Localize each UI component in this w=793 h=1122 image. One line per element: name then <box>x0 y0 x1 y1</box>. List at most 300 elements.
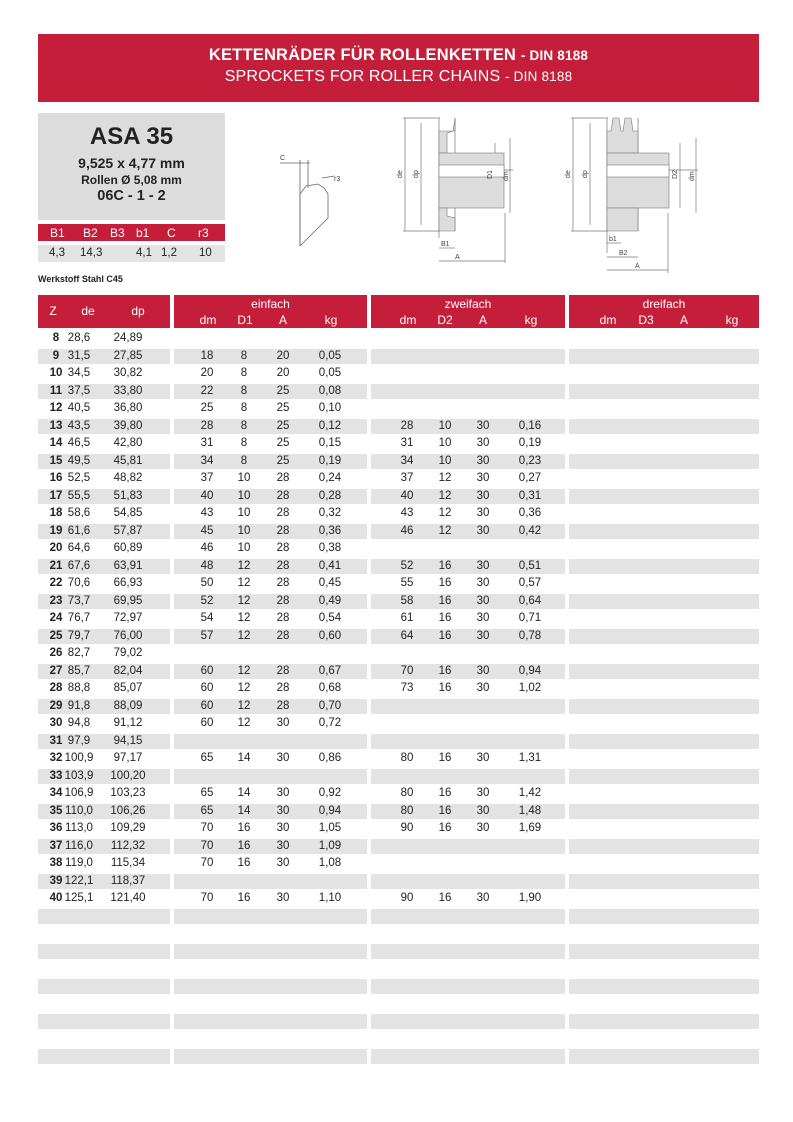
cell-zweifach: 30 <box>476 524 490 537</box>
cell-einfach: 12 <box>237 629 251 642</box>
cell-zweifach: 73 <box>400 682 414 694</box>
cell-dp: 66,93 <box>113 577 143 589</box>
cell-zweifach: 80 <box>400 752 414 764</box>
cell-einfach: 25 <box>276 437 290 449</box>
cell-einfach: 0,70 <box>318 699 342 712</box>
cell-einfach: 12 <box>237 717 251 729</box>
cell-zweifach: 0,27 <box>518 472 542 484</box>
table-header-zweifach <box>371 295 565 328</box>
cell-einfach: 46 <box>200 542 214 554</box>
table-row-band <box>569 909 759 925</box>
cell-einfach: 28 <box>276 507 290 519</box>
cell-zweifach: 30 <box>476 892 490 904</box>
cell-de: 76,7 <box>67 612 91 624</box>
col-header-zweifach-kg: kg <box>524 313 538 327</box>
table-row-band <box>371 979 565 995</box>
cell-einfach: 10 <box>237 524 251 537</box>
table-row-band <box>569 1014 759 1030</box>
param-label-c: C <box>167 226 176 240</box>
cell-de: 91,8 <box>67 699 91 712</box>
cell-einfach: 54 <box>200 612 214 624</box>
cell-einfach: 12 <box>237 699 251 712</box>
cell-einfach: 37 <box>200 472 214 484</box>
cell-dp: 85,07 <box>113 682 143 694</box>
table-row-band <box>371 874 565 890</box>
table-row-band <box>174 909 367 925</box>
group-title-zweifach: zweifach <box>444 297 492 311</box>
cell-zweifach: 43 <box>400 507 414 519</box>
cell-z: 13 <box>49 419 63 432</box>
cell-zweifach: 55 <box>400 577 414 589</box>
cell-z: 40 <box>49 892 63 904</box>
cell-einfach: 28 <box>276 559 290 572</box>
cell-einfach: 20 <box>200 367 214 379</box>
cell-einfach: 0,86 <box>318 752 342 764</box>
cell-zweifach: 80 <box>400 804 414 817</box>
cell-zweifach: 90 <box>400 892 414 904</box>
cell-einfach: 60 <box>200 717 214 729</box>
cell-z: 19 <box>49 524 63 537</box>
chain-name: ASA 35 <box>89 123 174 150</box>
cell-zweifach: 16 <box>438 822 452 834</box>
cell-einfach: 16 <box>237 822 251 834</box>
cell-de: 55,5 <box>67 489 91 502</box>
cell-einfach: 50 <box>200 577 214 589</box>
cell-zweifach: 30 <box>476 437 490 449</box>
col-header-dreifach-dm: dm <box>599 313 617 327</box>
title-english-norm: - DIN 8188 <box>505 69 573 84</box>
cell-einfach: 14 <box>237 787 251 799</box>
cell-einfach: 30 <box>276 822 290 834</box>
cell-dp: 69,95 <box>113 594 143 607</box>
triplex-label-d2: D2 <box>672 170 679 179</box>
cell-zweifach: 16 <box>438 612 452 624</box>
cell-z: 28 <box>49 682 63 694</box>
triplex-label-b1: b1 <box>609 236 617 243</box>
param-label-b1: B1 <box>50 226 65 240</box>
cell-z: 15 <box>49 454 63 467</box>
cell-zweifach: 34 <box>400 454 414 467</box>
table-row-band <box>569 1049 759 1065</box>
cell-einfach: 28 <box>276 699 290 712</box>
cell-einfach: 8 <box>240 367 248 379</box>
cell-zweifach: 31 <box>400 437 414 449</box>
cell-einfach: 16 <box>237 857 251 869</box>
duplex-label-dp: dp <box>413 170 420 178</box>
table-row-band <box>174 874 367 890</box>
cell-einfach: 12 <box>237 559 251 572</box>
cell-einfach: 48 <box>200 559 214 572</box>
col-header-einfach-d1: D1 <box>237 313 253 327</box>
cell-de: 52,5 <box>67 472 91 484</box>
param-value-b1: 4,3 <box>49 247 65 259</box>
table-row-band <box>174 1049 367 1065</box>
cell-z: 33 <box>49 769 63 782</box>
cell-z: 29 <box>49 699 63 712</box>
param-label-b1-small: b1 <box>136 226 150 240</box>
col-header-dp: dp <box>131 304 145 318</box>
cell-einfach: 10 <box>237 472 251 484</box>
cell-einfach: 25 <box>276 419 290 432</box>
col-header-zweifach-dm: dm <box>399 313 417 327</box>
param-value-c: 1,2 <box>161 247 177 259</box>
cell-z: 24 <box>49 612 63 624</box>
cell-zweifach: 37 <box>400 472 414 484</box>
cell-dp: 39,80 <box>113 419 143 432</box>
cell-z: 9 <box>52 349 60 362</box>
title-english-text: SPROCKETS FOR ROLLER CHAINS <box>224 68 501 85</box>
cell-zweifach: 12 <box>438 489 452 502</box>
table-row-band <box>569 769 759 785</box>
cell-zweifach: 16 <box>438 892 452 904</box>
cell-einfach: 30 <box>276 892 290 904</box>
cell-zweifach: 64 <box>400 629 414 642</box>
cell-zweifach: 12 <box>438 507 452 519</box>
table-row-band <box>569 839 759 855</box>
cell-einfach: 10 <box>237 507 251 519</box>
cell-dp: 106,26 <box>110 804 146 817</box>
cell-einfach: 28 <box>276 472 290 484</box>
cell-einfach: 65 <box>200 804 214 817</box>
cell-de: 116,0 <box>65 839 93 852</box>
cell-de: 106,9 <box>64 787 94 799</box>
duplex-label-b1: B1 <box>441 241 450 248</box>
cell-einfach: 16 <box>237 839 251 852</box>
cell-einfach: 28 <box>276 682 290 694</box>
cell-einfach: 0,92 <box>318 787 342 799</box>
triplex-sprocket-diagram <box>563 113 713 278</box>
duplex-label-d1: D1 <box>487 170 494 179</box>
cell-einfach: 16 <box>237 892 251 904</box>
cell-einfach: 1,09 <box>318 839 342 852</box>
table-row-band <box>569 489 759 505</box>
col-header-einfach-dm: dm <box>199 313 217 327</box>
cell-de: 46,5 <box>67 437 91 449</box>
cell-einfach: 70 <box>200 839 214 852</box>
cell-zweifach: 16 <box>438 594 452 607</box>
cell-einfach: 10 <box>237 489 251 502</box>
cell-zweifach: 1,02 <box>518 682 542 694</box>
title-english <box>38 68 759 86</box>
cell-zweifach: 1,69 <box>518 822 542 834</box>
cell-dp: 45,81 <box>113 454 143 467</box>
cell-dp: 72,97 <box>113 612 143 624</box>
cell-einfach: 1,05 <box>318 822 342 834</box>
cell-einfach: 28 <box>276 577 290 589</box>
cell-zweifach: 1,42 <box>518 787 542 799</box>
cell-einfach: 0,15 <box>318 437 342 449</box>
cell-einfach: 20 <box>276 367 290 379</box>
triplex-label-b2: B2 <box>619 250 628 257</box>
table-header-dreifach <box>569 295 759 328</box>
cell-de: 40,5 <box>67 402 91 414</box>
cell-einfach: 25 <box>200 402 214 414</box>
cell-einfach: 57 <box>200 629 214 642</box>
col-header-zweifach-a: A <box>478 313 487 327</box>
cell-zweifach: 30 <box>476 577 490 589</box>
cell-dp: 76,00 <box>113 629 143 642</box>
cell-de: 49,5 <box>67 454 91 467</box>
cell-z: 27 <box>49 664 63 677</box>
cell-de: 103,9 <box>64 769 94 782</box>
cell-zweifach: 30 <box>476 822 490 834</box>
cell-dp: 94,15 <box>113 734 143 747</box>
chain-roller: Rollen Ø 5,08 mm <box>81 173 182 187</box>
triplex-label-dp: dp <box>582 170 589 178</box>
table-header-basic <box>38 295 170 328</box>
profile-label-r3: r3 <box>334 176 341 183</box>
param-values <box>38 245 225 262</box>
cell-z: 26 <box>49 647 63 659</box>
table-row-band <box>38 1049 170 1065</box>
cell-einfach: 0,19 <box>318 454 342 467</box>
cell-einfach: 14 <box>237 804 251 817</box>
cell-zweifach: 0,51 <box>518 559 542 572</box>
cell-de: 119,0 <box>65 857 93 869</box>
cell-dp: 88,09 <box>113 699 143 712</box>
table-row-band <box>569 734 759 750</box>
cell-einfach: 70 <box>200 822 214 834</box>
col-header-zweifach-d2: D2 <box>437 313 453 327</box>
cell-zweifach: 40 <box>400 489 414 502</box>
table-row-band <box>371 769 565 785</box>
table-row-band <box>371 384 565 400</box>
cell-zweifach: 0,94 <box>518 664 542 677</box>
cell-dp: 121,40 <box>110 892 146 904</box>
cell-z: 18 <box>49 507 63 519</box>
cell-de: 34,5 <box>67 367 91 379</box>
table-row-band <box>569 524 759 540</box>
cell-zweifach: 28 <box>400 419 414 432</box>
tooth-profile-diagram <box>270 148 350 248</box>
cell-z: 25 <box>49 629 63 642</box>
triplex-label-dm: dm <box>689 171 696 181</box>
cell-zweifach: 46 <box>400 524 414 537</box>
param-value-b1-small: 4,1 <box>136 247 152 259</box>
cell-einfach: 0,54 <box>318 612 342 624</box>
chain-dimensions: 9,525 x 4,77 mm <box>78 155 185 171</box>
cell-einfach: 30 <box>276 752 290 764</box>
table-row-band <box>569 384 759 400</box>
cell-z: 31 <box>49 734 63 747</box>
cell-dp: 63,91 <box>113 559 143 572</box>
cell-einfach: 25 <box>276 454 290 467</box>
material-note: Werkstoff Stahl C45 <box>38 274 123 284</box>
table-row-band <box>569 349 759 365</box>
cell-dp: 51,83 <box>113 489 143 502</box>
table-row-band <box>371 349 565 365</box>
cell-einfach: 70 <box>200 892 214 904</box>
cell-einfach: 0,05 <box>318 367 342 379</box>
cell-einfach: 12 <box>237 664 251 677</box>
col-header-einfach-kg: kg <box>324 313 338 327</box>
cell-einfach: 65 <box>200 752 214 764</box>
cell-de: 113,0 <box>65 822 93 834</box>
cell-de: 85,7 <box>67 664 91 677</box>
cell-einfach: 28 <box>276 629 290 642</box>
table-row-band <box>38 979 170 995</box>
table-row-band <box>371 909 565 925</box>
cell-zweifach: 30 <box>476 489 490 502</box>
cell-einfach: 28 <box>276 594 290 607</box>
duplex-label-a: A <box>455 254 460 261</box>
cell-einfach: 0,45 <box>318 577 342 589</box>
cell-z: 10 <box>49 367 63 379</box>
cell-einfach: 0,36 <box>318 524 342 537</box>
cell-einfach: 8 <box>240 419 248 432</box>
cell-einfach: 45 <box>200 524 214 537</box>
cell-z: 21 <box>49 559 63 572</box>
cell-einfach: 8 <box>240 349 248 362</box>
cell-dp: 24,89 <box>113 332 143 344</box>
col-header-de: de <box>81 304 95 318</box>
cell-einfach: 1,10 <box>318 892 342 904</box>
table-row-band <box>371 734 565 750</box>
param-header <box>38 224 225 241</box>
table-row-band <box>371 1049 565 1065</box>
cell-z: 34 <box>49 787 63 799</box>
cell-einfach: 0,67 <box>318 664 342 677</box>
cell-einfach: 43 <box>200 507 214 519</box>
profile-label-c: C <box>280 155 286 162</box>
cell-zweifach: 30 <box>476 559 490 572</box>
cell-einfach: 12 <box>237 577 251 589</box>
cell-zweifach: 16 <box>438 787 452 799</box>
cell-dp: 57,87 <box>113 524 143 537</box>
cell-einfach: 52 <box>200 594 214 607</box>
cell-einfach: 34 <box>200 454 214 467</box>
cell-de: 100,9 <box>64 752 94 764</box>
cell-zweifach: 30 <box>476 804 490 817</box>
title-german <box>38 46 759 65</box>
cell-zweifach: 58 <box>400 594 414 607</box>
cell-einfach: 60 <box>200 682 214 694</box>
table-row-band <box>38 909 170 925</box>
cell-einfach: 30 <box>276 804 290 817</box>
cell-zweifach: 0,78 <box>518 629 542 642</box>
cell-einfach: 8 <box>240 402 248 414</box>
cell-einfach: 0,72 <box>318 717 342 729</box>
table-row-band <box>569 874 759 890</box>
cell-zweifach: 0,31 <box>518 489 542 502</box>
cell-de: 31,5 <box>67 349 91 362</box>
cell-einfach: 60 <box>200 699 214 712</box>
cell-einfach: 0,38 <box>318 542 342 554</box>
cell-einfach: 28 <box>276 664 290 677</box>
cell-dp: 54,85 <box>113 507 143 519</box>
cell-zweifach: 52 <box>400 559 414 572</box>
cell-einfach: 0,60 <box>318 629 342 642</box>
duplex-label-de: de <box>397 170 404 178</box>
cell-zweifach: 30 <box>476 419 490 432</box>
cell-zweifach: 30 <box>476 594 490 607</box>
cell-einfach: 30 <box>276 717 290 729</box>
cell-zweifach: 16 <box>438 559 452 572</box>
duplex-sprocket-diagram <box>395 113 530 268</box>
cell-einfach: 8 <box>240 454 248 467</box>
cell-einfach: 28 <box>200 419 214 432</box>
cell-z: 20 <box>49 542 63 554</box>
cell-einfach: 30 <box>276 839 290 852</box>
cell-zweifach: 30 <box>476 752 490 764</box>
cell-dp: 100,20 <box>110 769 146 782</box>
cell-einfach: 25 <box>276 402 290 414</box>
cell-zweifach: 0,19 <box>518 437 542 449</box>
cell-de: 97,9 <box>67 734 91 747</box>
cell-dp: 48,82 <box>113 472 143 484</box>
table-row-band <box>569 454 759 470</box>
cell-de: 43,5 <box>67 419 91 432</box>
cell-zweifach: 16 <box>438 752 452 764</box>
table-row-band <box>569 699 759 715</box>
cell-zweifach: 0,64 <box>518 594 542 607</box>
cell-einfach: 30 <box>276 787 290 799</box>
cell-de: 122,1 <box>64 874 94 887</box>
cell-einfach: 28 <box>276 489 290 502</box>
cell-zweifach: 16 <box>438 577 452 589</box>
cell-einfach: 0,05 <box>318 349 342 362</box>
cell-einfach: 28 <box>276 612 290 624</box>
cell-einfach: 20 <box>276 349 290 362</box>
cell-z: 30 <box>49 717 63 729</box>
cell-zweifach: 30 <box>476 612 490 624</box>
cell-einfach: 12 <box>237 594 251 607</box>
cell-de: 88,8 <box>67 682 91 694</box>
cell-zweifach: 12 <box>438 472 452 484</box>
cell-zweifach: 10 <box>438 454 452 467</box>
cell-einfach: 0,24 <box>318 472 342 484</box>
title-german-norm: - DIN 8188 <box>520 48 589 63</box>
table-row-band <box>569 979 759 995</box>
cell-einfach: 10 <box>237 542 251 554</box>
table-row-band <box>371 839 565 855</box>
cell-de: 67,6 <box>67 559 91 572</box>
cell-zweifach: 0,23 <box>518 454 542 467</box>
cell-einfach: 40 <box>200 489 214 502</box>
cell-z: 17 <box>49 489 63 502</box>
cell-dp: 109,29 <box>110 822 146 834</box>
cell-de: 94,8 <box>67 717 91 729</box>
cell-z: 8 <box>52 332 60 344</box>
param-label-b2: B2 <box>83 226 98 240</box>
table-row-band <box>569 419 759 435</box>
cell-z: 12 <box>49 402 63 414</box>
table-row-band <box>569 559 759 575</box>
cell-einfach: 60 <box>200 664 214 677</box>
cell-einfach: 0,08 <box>318 384 342 397</box>
cell-dp: 79,02 <box>113 647 143 659</box>
cell-einfach: 31 <box>200 437 214 449</box>
cell-z: 22 <box>49 577 63 589</box>
cell-zweifach: 30 <box>476 787 490 799</box>
cell-einfach: 0,41 <box>318 559 342 572</box>
cell-zweifach: 0,36 <box>518 507 542 519</box>
group-title-einfach: einfach <box>251 297 290 311</box>
cell-einfach: 12 <box>237 612 251 624</box>
cell-zweifach: 30 <box>476 507 490 519</box>
cell-z: 38 <box>49 857 63 869</box>
cell-zweifach: 1,31 <box>518 752 542 764</box>
table-row-band <box>569 664 759 680</box>
table-row-band <box>371 699 565 715</box>
cell-einfach: 1,08 <box>318 857 342 869</box>
cell-dp: 118,37 <box>110 874 146 887</box>
table-row-band <box>174 734 367 750</box>
triplex-label-de: de <box>565 170 572 178</box>
col-header-dreifach-a: A <box>679 313 688 327</box>
cell-einfach: 65 <box>200 787 214 799</box>
cell-einfach: 0,49 <box>318 594 342 607</box>
